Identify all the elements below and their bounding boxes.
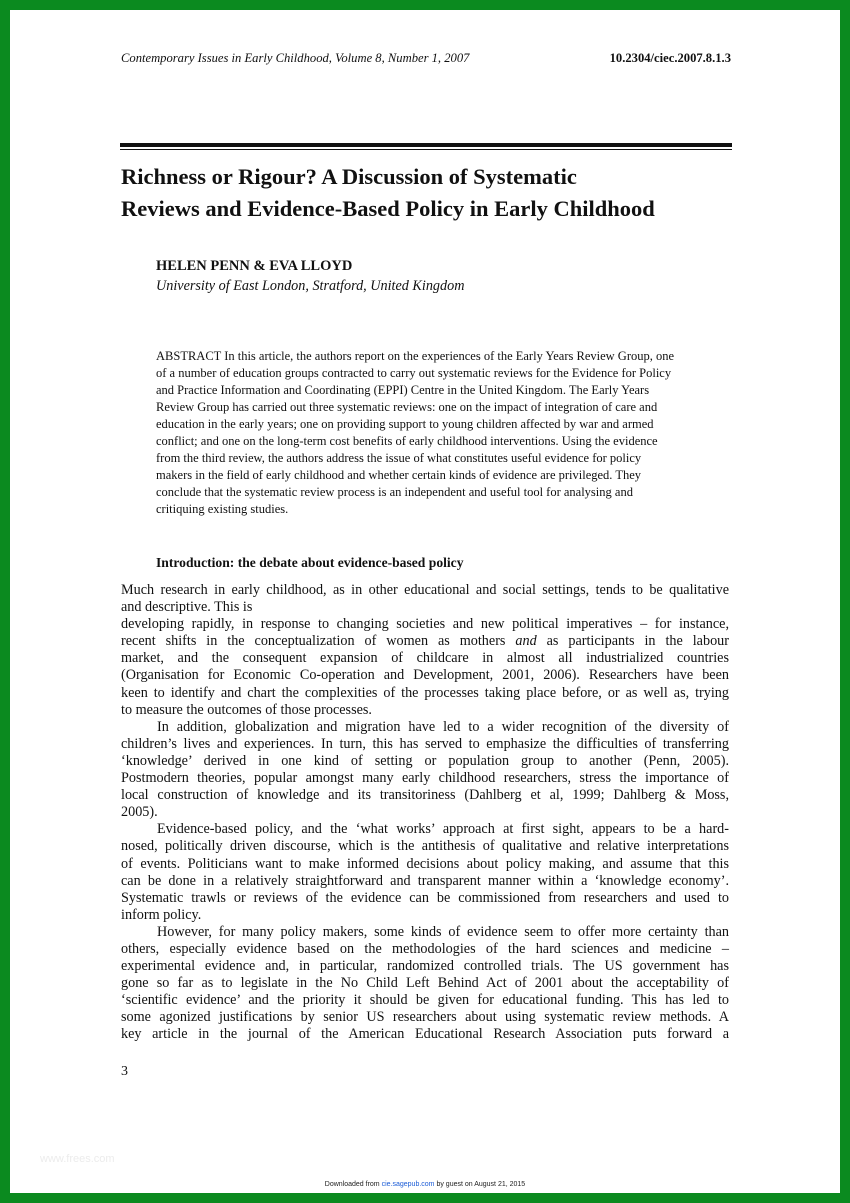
body-text (121, 582, 729, 1044)
body-line: and descriptive. This is (121, 599, 253, 616)
abstract-line: and Practice Information and Coordinating (EPPI) Centre in the United Kingdom. The Early Years (156, 383, 650, 397)
article-title (121, 161, 741, 225)
article-page (10, 10, 840, 1193)
abstract-line: conflict; and one on the long-term cost benefits of early childhood interventions. Using the evidence (156, 434, 658, 448)
body-line: local construction of knowledge and its transitoriness (Dahlberg et al, 1999; Dahlberg & Moss, (121, 787, 729, 804)
body-line: However, for many policy makers, some kinds of evidence seem to offer more certainty than (157, 923, 729, 940)
body-line: inform policy. (121, 906, 202, 923)
footer-prefix: Downloaded from (324, 1181, 382, 1188)
body-line: experimental evidence and, in particular, randomized controlled trials. The US government has (121, 958, 729, 975)
body-line: of events. Politicians want to make informed decisions about policy making, and assume that this (121, 855, 729, 872)
body-line: gone so far as to legislate in the No Child Left Behind Act of 2001 about the acceptability of (121, 975, 729, 992)
body-line: Systematic trawls or reviews of the evidence can be commissioned from researchers and used to (121, 889, 729, 906)
body-line: others, especially evidence based on the methodologies of the hard sciences and medicine – (121, 940, 729, 957)
abstract-line: ABSTRACT In this article, the authors report on the experiences of the Early Years Review Group, one (156, 349, 675, 363)
body-line: Postmodern theories, popular amongst many early childhood researchers, stress the importance of (121, 770, 729, 787)
running-head (121, 51, 731, 71)
page-number: 3 (121, 1064, 128, 1079)
body-line: to measure the outcomes of those processes. (121, 701, 372, 718)
footer-link[interactable]: cie.sagepub.com (381, 1181, 435, 1188)
body-line: keen to identify and chart the complexities of the processes taking place before, or as well as, trying (121, 684, 729, 701)
abstract-line: education in the early years; one on providing support to young children affected by war and armed (156, 417, 654, 431)
body-line: key article in the journal of the American Educational Research Association puts forward a (121, 1026, 729, 1043)
body-line: market, and the consequent expansion of childcare in almost all industrialized countries (121, 650, 729, 667)
body-line: Much research in early childhood, as in other educational and social settings, tends to be qualitative (121, 582, 729, 598)
authors: HELEN PENN & EVA LLOYD (156, 258, 353, 274)
title-line: Richness or Rigour? A Discussion of Systematic (121, 164, 577, 189)
body-line: developing rapidly, in response to changing societies and new political imperatives – for instance, (121, 616, 729, 633)
section-heading: Introduction: the debate about evidence-based policy (156, 555, 464, 570)
abstract-line: of a number of education groups contracted to carry out systematic reviews for the Evidence for Policy (156, 366, 672, 380)
watermark: www.frees.com (40, 1153, 115, 1165)
body-line: recent shifts in the conceptualization of women as mothers and as participants in the labour (121, 633, 729, 650)
abstract-line: critiquing existing studies. (156, 502, 289, 516)
body-line: (Organisation for Economic Co-operation and Development, 2001, 2006). Researchers have been (121, 667, 729, 684)
abstract-line: from the third review, the authors address the issue of what constitutes useful evidence for policy (156, 451, 642, 465)
emphasis: and (515, 633, 537, 650)
title-line: Reviews and Evidence-Based Policy in Early Childhood (121, 196, 655, 221)
doi-label: 10.2304/ciec.2007.8.1.3 (609, 51, 731, 65)
journal-citation: Contemporary Issues in Early Childhood, Volume 8, Number 1, 2007 (121, 51, 470, 65)
body-line: ‘scientific evidence’ and the priority it should be given for educational funding. This has led to (121, 992, 729, 1009)
abstract-line: Review Group has carried out three systematic reviews: one on the impact of integration of care and (156, 400, 658, 414)
body-line: some agonized justifications by senior US researchers about using systematic review methods. A (121, 1009, 729, 1026)
download-footer (10, 1181, 840, 1188)
body-line: 2005). (121, 804, 158, 821)
title-rule-thin (120, 149, 732, 150)
title-rule-thick (120, 143, 732, 147)
body-line: can be done in a relatively straightforward and transparent manner within a ‘knowledge economy’. (121, 872, 729, 889)
affiliation: University of East London, Stratford, United Kingdom (156, 278, 465, 294)
abstract-line: makers in the field of early childhood and whether certain kinds of evidence are privileged. They (156, 468, 642, 482)
body-line: nosed, politically driven discourse, which is the antithesis of qualitative and relative interpretations (121, 838, 729, 855)
abstract-line: conclude that the systematic review process is an independent and useful tool for analysing and (156, 485, 633, 499)
abstract (156, 348, 732, 518)
body-line: children’s lives and experiences. In turn, this has served to emphasize the difficulties of transferring (121, 735, 729, 752)
body-line: In addition, globalization and migration have led to a wider recognition of the diversity of (157, 718, 729, 735)
body-line: Evidence-based policy, and the ‘what works’ approach at first sight, appears to be a hard- (157, 821, 729, 838)
body-line: ‘knowledge’ derived in one kind of setting or population group to another (Penn, 2005). (121, 752, 729, 769)
footer-suffix: by guest on August 21, 2015 (434, 1181, 526, 1188)
